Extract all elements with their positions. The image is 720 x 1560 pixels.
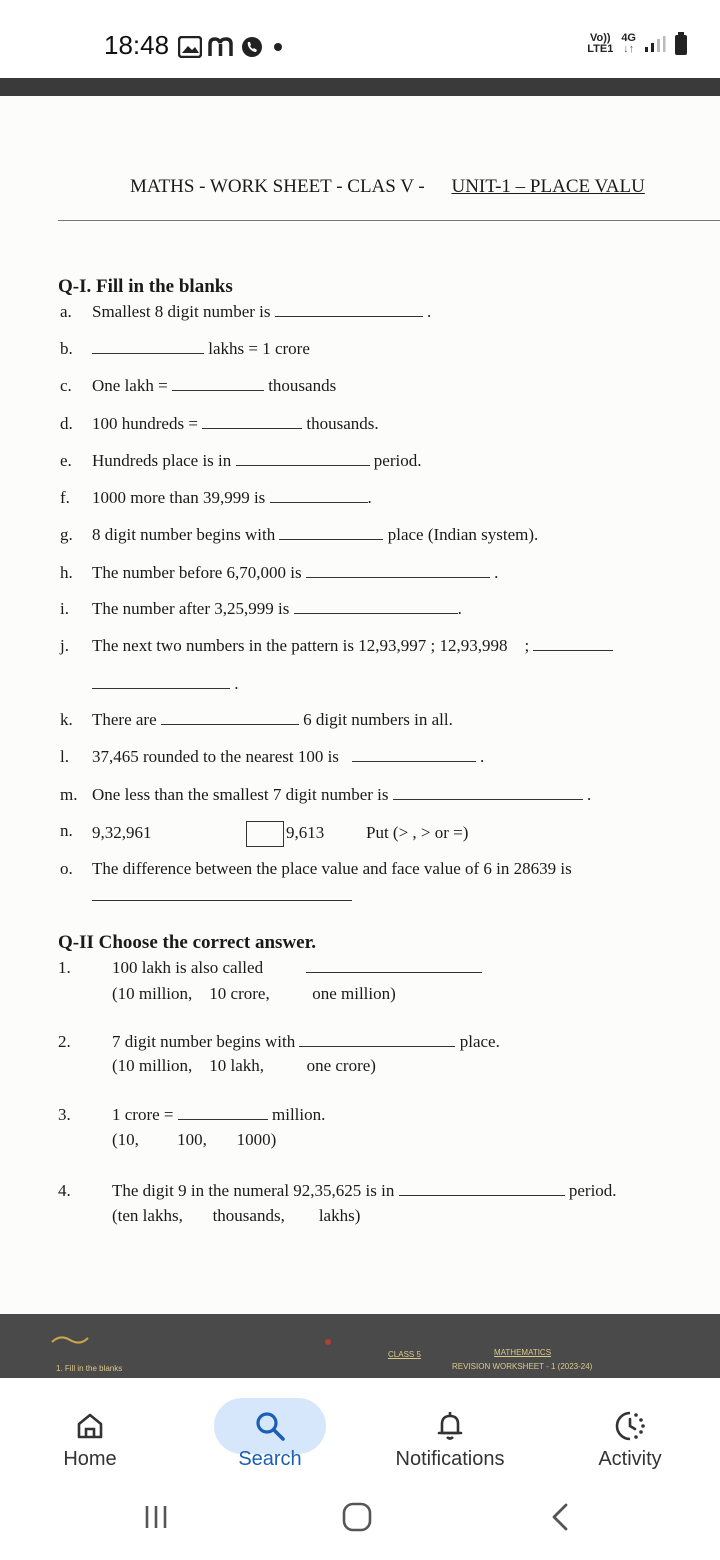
answer-blank <box>275 302 423 317</box>
nav-home-label: Home <box>63 1448 117 1470</box>
question-post: place (Indian system). <box>387 525 539 544</box>
preview-class-text: CLASS 5 <box>388 1350 421 1359</box>
mcq-question: The digit 9 in the numeral 92,35,625 is in <box>112 1181 395 1200</box>
section-fill-blanks-heading: Q-I. Fill in the blanks <box>58 276 233 297</box>
question-post: period. <box>373 451 422 470</box>
question-o-continued <box>92 886 352 906</box>
question-label: b. <box>60 339 73 358</box>
question-text: One lakh = <box>92 376 168 395</box>
next-page-preview[interactable] <box>0 1314 720 1378</box>
question-label: g. <box>60 525 73 544</box>
question-label: a. <box>60 302 72 321</box>
mcq-options <box>112 984 396 1004</box>
question-label: c. <box>60 376 72 395</box>
mcq-option: lakhs) <box>318 1206 361 1225</box>
answer-blank <box>236 451 370 466</box>
compare-box[interactable] <box>246 821 284 847</box>
back-icon[interactable] <box>548 1502 572 1532</box>
nav-activity[interactable] <box>540 1378 720 1490</box>
question-post: ; <box>524 636 530 655</box>
nav-home[interactable] <box>0 1378 180 1490</box>
mcq-option: 1000) <box>236 1130 277 1149</box>
mcq-number: 1. <box>58 958 71 977</box>
home-icon <box>75 1411 105 1441</box>
mcq-option: one crore) <box>306 1056 376 1075</box>
mcq-option: thousands, <box>212 1206 285 1225</box>
red-mark-icon <box>324 1338 332 1346</box>
mcq-option: (10 million, <box>112 984 193 1003</box>
question-text: The number after 3,25,999 is <box>92 599 290 618</box>
network-type-text: 4G <box>621 32 636 44</box>
question-label: j. <box>60 636 69 655</box>
question-label: o. <box>60 859 73 878</box>
answer-blank <box>299 1032 455 1047</box>
question-text: 37,465 rounded to the nearest 100 is <box>92 747 339 766</box>
question-label: f. <box>60 488 70 507</box>
answer-blank <box>178 1105 268 1120</box>
compare-number: 9,613 <box>286 822 325 842</box>
answer-blank <box>92 674 230 689</box>
question-label: l. <box>60 747 69 766</box>
question-label: k. <box>60 710 73 729</box>
school-logo-icon <box>50 1332 90 1346</box>
status-bar <box>0 0 720 78</box>
network-indicator <box>621 33 636 55</box>
worksheet-page[interactable] <box>0 96 720 1314</box>
answer-blank <box>202 414 302 429</box>
bottom-navigation <box>0 1378 720 1490</box>
mcq-option: one million) <box>312 984 396 1003</box>
preview-subject-text: MATHEMATICS <box>494 1348 552 1357</box>
status-notification-icons <box>178 34 286 60</box>
answer-blank <box>306 563 490 578</box>
question-post: thousands. <box>306 414 379 433</box>
question-j-continued: . <box>92 674 239 694</box>
signal-icon <box>644 35 666 53</box>
question-text: Smallest 8 digit number is <box>92 302 271 321</box>
nav-search-label: Search <box>238 1448 302 1470</box>
question-post: . <box>367 488 372 507</box>
mcq-number: 4. <box>58 1181 71 1200</box>
status-system-icons <box>587 32 688 56</box>
dot-icon <box>270 42 286 52</box>
answer-blank <box>306 958 482 973</box>
answer-blank <box>294 599 458 614</box>
whatsapp-icon <box>240 35 264 59</box>
m-app-icon <box>208 36 234 58</box>
question-label: e. <box>60 451 72 470</box>
answer-blank <box>92 886 352 901</box>
question-post: lakhs = 1 crore <box>208 339 310 358</box>
nav-search[interactable] <box>180 1378 360 1490</box>
volte-indicator <box>587 33 613 55</box>
mcq-options <box>112 1056 376 1076</box>
mcq-option: 100, <box>177 1130 207 1149</box>
network-arrows-text: ↓↑ <box>623 43 635 55</box>
recents-icon[interactable] <box>141 1502 171 1532</box>
bell-icon <box>435 1410 465 1442</box>
question-text: The difference between the place value and face value of 6 in 28639 is <box>92 859 572 878</box>
mcq-option: 10 lakh, <box>209 1056 265 1075</box>
question-label: i. <box>60 599 69 618</box>
nav-notifications-label: Notifications <box>395 1448 505 1470</box>
question-post: thousands <box>268 376 337 395</box>
question-text: There are <box>92 710 157 729</box>
title-divider <box>58 220 720 221</box>
question-text: 100 hundreds = <box>92 414 198 433</box>
nav-notifications[interactable] <box>360 1378 540 1490</box>
question-text: 8 digit number begins with <box>92 525 276 544</box>
question-label: d. <box>60 414 73 433</box>
question-text: One less than the smallest 7 digit number is <box>92 785 389 804</box>
mcq-question-post: period. <box>568 1181 617 1200</box>
viewer-top-band <box>0 78 720 96</box>
worksheet-title <box>130 176 645 198</box>
answer-blank <box>352 747 476 762</box>
mcq-option: (ten lakhs, <box>112 1206 183 1225</box>
mcq-number: 2. <box>58 1032 71 1051</box>
volte-top-text: Vo)) <box>589 32 611 44</box>
question-post: . <box>427 302 432 321</box>
mcq-question: 100 lakh is also called <box>112 958 264 977</box>
question-label: n. <box>60 821 73 840</box>
mcq-question-post: place. <box>459 1032 500 1051</box>
question-post: 6 digit numbers in all. <box>303 710 453 729</box>
answer-blank <box>533 636 613 651</box>
preview-sheet-text: REVISION WORKSHEET - 1 (2023-24) <box>452 1362 593 1371</box>
mcq-option: (10 million, <box>112 1056 193 1075</box>
answer-blank <box>161 710 299 725</box>
battery-icon <box>674 32 688 56</box>
mcq-number: 3. <box>58 1105 71 1124</box>
mcq-options <box>112 1206 360 1226</box>
section-choose-heading: Q-II Choose the correct answer. <box>58 932 317 953</box>
preview-left-text: 1. Fill in the blanks <box>56 1364 123 1373</box>
mcq-options <box>112 1130 276 1150</box>
question-post: . <box>587 785 592 804</box>
answer-blank <box>270 488 368 503</box>
answer-blank <box>399 1181 565 1196</box>
system-navigation-bar <box>0 1490 720 1560</box>
mcq-question: 7 digit number begins with <box>112 1032 296 1051</box>
gallery-icon <box>178 36 202 58</box>
question-post: Put (> , > or =) <box>366 822 469 842</box>
home-button-icon[interactable] <box>341 1501 373 1533</box>
question-text: Hundreds place is in <box>92 451 232 470</box>
answer-blank <box>279 525 383 540</box>
question-post: . <box>479 747 485 766</box>
answer-blank <box>172 376 264 391</box>
answer-blank <box>393 785 583 800</box>
mcq-question-post: million. <box>272 1105 326 1124</box>
question-text: 1000 more than 39,999 is <box>92 488 266 507</box>
volte-bottom-text: LTE1 <box>587 43 614 55</box>
activity-icon <box>613 1409 647 1443</box>
question-text: 9,32,961 <box>92 822 152 842</box>
question-text: The next two numbers in the pattern is 12,93,997 ; 12,93,998 <box>92 636 508 655</box>
title-left: MATHS - WORK SHEET - CLAS V - <box>130 176 425 197</box>
title-right: UNIT-1 – PLACE VALU <box>451 176 645 197</box>
mcq-question: 1 crore = <box>112 1105 174 1124</box>
question-label: h. <box>60 563 73 582</box>
nav-activity-label: Activity <box>598 1448 662 1470</box>
question-label: m. <box>60 785 78 804</box>
question-post: . <box>494 563 499 582</box>
answer-blank <box>92 339 204 354</box>
question-text: The number before 6,70,000 is <box>92 563 302 582</box>
status-time: 18:48 <box>104 30 170 60</box>
mcq-option: (10, <box>112 1130 139 1149</box>
search-icon <box>254 1410 286 1442</box>
question-post: . <box>457 599 462 618</box>
mcq-option: 10 crore, <box>209 984 270 1003</box>
